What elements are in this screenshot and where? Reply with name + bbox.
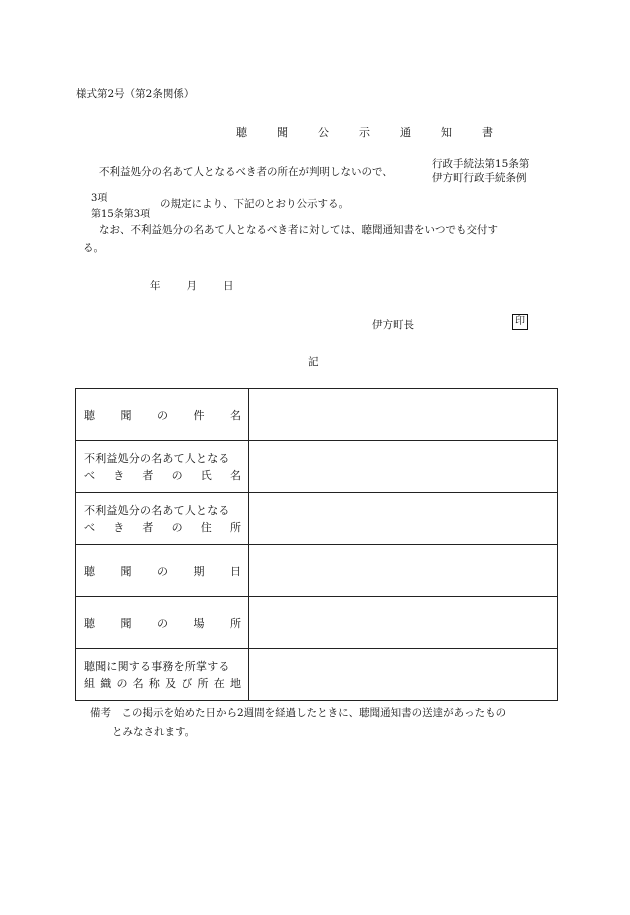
date-month: 月 xyxy=(186,280,197,292)
label-char: べ xyxy=(84,468,95,482)
label-line1: 不利益処分の名あて人となる xyxy=(84,503,230,517)
table-row xyxy=(76,545,558,597)
label-line1: 聴聞に関する事務を所掌する xyxy=(84,659,230,673)
label-char: 者 xyxy=(142,468,154,482)
label-char: 住 xyxy=(200,520,212,534)
value-field-case-name[interactable] xyxy=(249,389,558,441)
label-char: び xyxy=(181,676,193,690)
label-char: 期 xyxy=(193,564,205,578)
label-char: 聞 xyxy=(120,408,132,422)
paragraph1-lead: 不利益処分の名あて人となるべき者の所在が判明しないので、 xyxy=(99,166,393,178)
label-char: 聞 xyxy=(120,564,132,578)
table-row xyxy=(76,597,558,649)
value-field-addressee-name[interactable] xyxy=(249,441,558,493)
label-char: べ xyxy=(84,520,95,534)
table-row xyxy=(76,649,558,701)
date-year: 年 xyxy=(150,280,161,292)
label-char: 及 xyxy=(165,676,177,690)
label-cell xyxy=(76,441,249,493)
clause-option-2: 第15条第3項 xyxy=(91,209,151,220)
seal-mark: 印 xyxy=(512,314,528,330)
label-char: 織 xyxy=(100,676,112,690)
note-line2: とみなされます。 xyxy=(112,726,196,738)
date-line xyxy=(150,278,234,293)
label-char: 氏 xyxy=(200,468,212,482)
label-line1: 不利益処分の名あて人となる xyxy=(84,451,230,465)
label-char: の xyxy=(171,468,183,482)
date-day: 日 xyxy=(223,280,234,292)
label-char: の xyxy=(157,564,168,578)
law-options xyxy=(432,157,529,185)
label-char: 場 xyxy=(193,616,205,630)
value-field-organization[interactable] xyxy=(249,649,558,701)
value-field-hearing-date[interactable] xyxy=(249,545,558,597)
table-row xyxy=(76,441,558,493)
label-char: 聴 xyxy=(84,564,95,578)
label-cell xyxy=(76,649,249,701)
label-char: 名 xyxy=(132,676,144,690)
label-char: 地 xyxy=(229,676,241,690)
table-row xyxy=(76,389,558,441)
law-option-1: 行政手続法第15条第 xyxy=(432,158,530,170)
label-char: の xyxy=(157,616,168,630)
label-char: 聴 xyxy=(84,616,95,630)
label-cell xyxy=(76,545,249,597)
table-row xyxy=(76,493,558,545)
label-char: 所 xyxy=(197,676,209,690)
label-cell xyxy=(76,389,249,441)
clause-option-1: 3項 xyxy=(91,193,108,204)
record-table xyxy=(75,388,558,701)
value-field-addressee-address[interactable] xyxy=(249,493,558,545)
form-number: 様式第2号（第2条関係） xyxy=(76,88,195,100)
paragraph2-line1: なお、不利益処分の名あて人となるべき者に対しては、聴聞通知書をいつでも交付す xyxy=(99,224,498,236)
label-cell xyxy=(76,597,249,649)
label-char: の xyxy=(157,408,168,422)
document-title: 聴 聞 公 示 通 知 書 xyxy=(236,126,503,139)
mayor-title: 伊方町長 xyxy=(372,319,414,331)
label-cell xyxy=(76,493,249,545)
label-char: 日 xyxy=(230,564,241,578)
label-char: 名 xyxy=(230,408,241,422)
value-field-hearing-place[interactable] xyxy=(249,597,558,649)
paragraph2-line2: る。 xyxy=(83,242,104,254)
paragraph1-tail: の規定により、下記のとおり公示する。 xyxy=(160,198,349,210)
label-char: 者 xyxy=(142,520,154,534)
label-char: 所 xyxy=(229,520,241,534)
label-char: 称 xyxy=(148,676,160,690)
ki-heading: 記 xyxy=(308,356,319,368)
label-char: の xyxy=(116,676,128,690)
note-line1: 備考 この掲示を始めた日から2週間を経過したときに、聴聞通知書の送達があったもの xyxy=(90,707,507,719)
label-char: 件 xyxy=(193,408,205,422)
label-char: き xyxy=(113,520,125,534)
label-char: 聴 xyxy=(84,408,95,422)
label-char: 在 xyxy=(213,676,225,690)
label-char: 名 xyxy=(229,468,241,482)
label-char: 組 xyxy=(84,676,95,690)
label-char: 聞 xyxy=(120,616,132,630)
law-option-2: 伊方町行政手続条例 xyxy=(432,172,527,184)
label-char: の xyxy=(171,520,183,534)
label-char: き xyxy=(113,468,125,482)
label-char: 所 xyxy=(230,616,241,630)
